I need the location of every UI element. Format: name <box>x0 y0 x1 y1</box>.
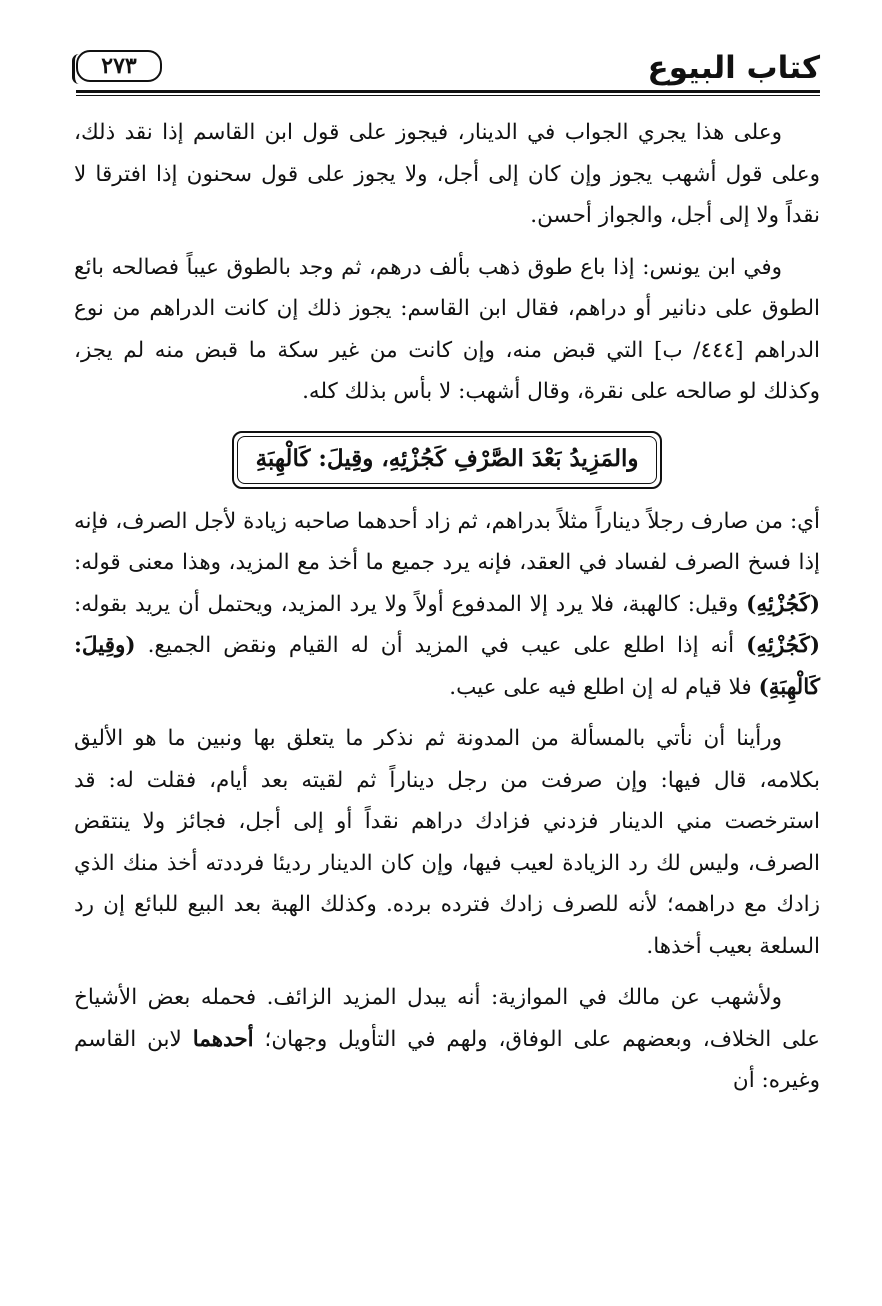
section-heading-frame <box>232 431 663 489</box>
paragraph-4: ورأينا أن نأتي بالمسألة من المدونة ثم نذكر ما يتعلق بها ونبين ما هو الأليق بكلامه، قال فيها: وإن صرفت من رجل ديناراً ثم لقيته بعد أيام، فقلت له: قد استرخصت مني الدينار فزدني فزادك دراهم نقداً أو إلى أجل، فجائز ولا ينتقض الصرف، وليس لك رد الزيادة لعيب فيها، وإن كان الدينار رديئا فرددته أخذ منك الذي زادك مع دراهمه؛ لأنه للصرف زادك فترده برده. وكذلك الهبة بعد البيع للبائع إن رد السلعة بعيب أخذها. <box>74 726 820 959</box>
paragraph-5-text: ولأشهب عن مالك في الموازية: أنه يبدل المزيد الزائف. فحمله بعض الأشياخ على الخلاف، وبعضهم على الوفاق، ولهم في التأويل وجهان؛ <box>74 985 820 1052</box>
paragraph-1: وعلى هذا يجري الجواب في الدينار، فيجوز على قول ابن القاسم إذا نقد ذلك، وعلى قول أشهب يجوز وإن كان إلى أجل، ولا يجوز على قول سحنون إذا افترقا لا نقداً ولا إلى أجل، والجواز أحسن. <box>74 120 820 228</box>
section-heading <box>74 431 820 489</box>
paragraph-5 <box>74 977 820 1102</box>
page-header <box>76 44 820 96</box>
book-title: كتاب البيوع <box>647 50 820 86</box>
paragraph-3-text: فلا قيام له إن اطلع فيه على عيب. <box>449 674 759 700</box>
quote-kajuz-ihi: (كَجُزْئِهِ) <box>746 591 820 617</box>
paragraph-3-text: أنه إذا اطلع على عيب في المزيد أن له القيام ونقض الجميع. <box>135 633 747 658</box>
paragraph-2: وفي ابن يونس: إذا باع طوق ذهب بألف درهم، ثم وجد بالطوق عيباً فصالحه بائع الطوق على دنانير أو دراهم، فقال ابن القاسم: يجوز ذلك إن كانت الدراهم من نوع الدراهم [٤٤٤/ ب] التي قبض منه، وإن كانت من غير سكة ما قبض منه لم يجز، وكذلك لو صالحه على نقرة، وقال أشهب: لا بأس بذلك كله. <box>74 254 820 404</box>
section-heading-text: والمَزِيدُ بَعْدَ الصَّرْفِ كَجُزْئِهِ، وقِيلَ: كَالْهِبَةِ <box>237 436 658 484</box>
header-rule <box>76 90 820 93</box>
paragraph-3-text: وقيل: كالهبة، فلا يرد إلا المدفوع أولاً ولا يرد المزيد، ويحتمل أن يريد بقوله: <box>74 591 747 617</box>
paragraph-5-text: لابن القاسم وغيره: أن <box>74 1026 820 1093</box>
paragraph-3-text: أي: من صارف رجلاً ديناراً مثلاً بدراهم، ثم زاد أحدهما صاحبه زيادة لأجل الصرف، فإنه إذا فسخ الصرف لفساد في العقد، فإنه يرد جميع ما أخذ مع المزيد، وهذا معنى قوله: <box>74 508 820 575</box>
paragraph-3 <box>74 501 820 709</box>
quote-kajuz-ihi: (كَجُزْئِهِ) <box>746 633 820 658</box>
paragraph-5-bold: أحدهما <box>192 1026 254 1052</box>
page-number: ٢٧٣ <box>76 50 162 82</box>
quote-wa-qila-kal-hiba: (وقِيلَ: كَالْهِبَةِ) <box>74 633 820 700</box>
page-body <box>74 112 820 1102</box>
